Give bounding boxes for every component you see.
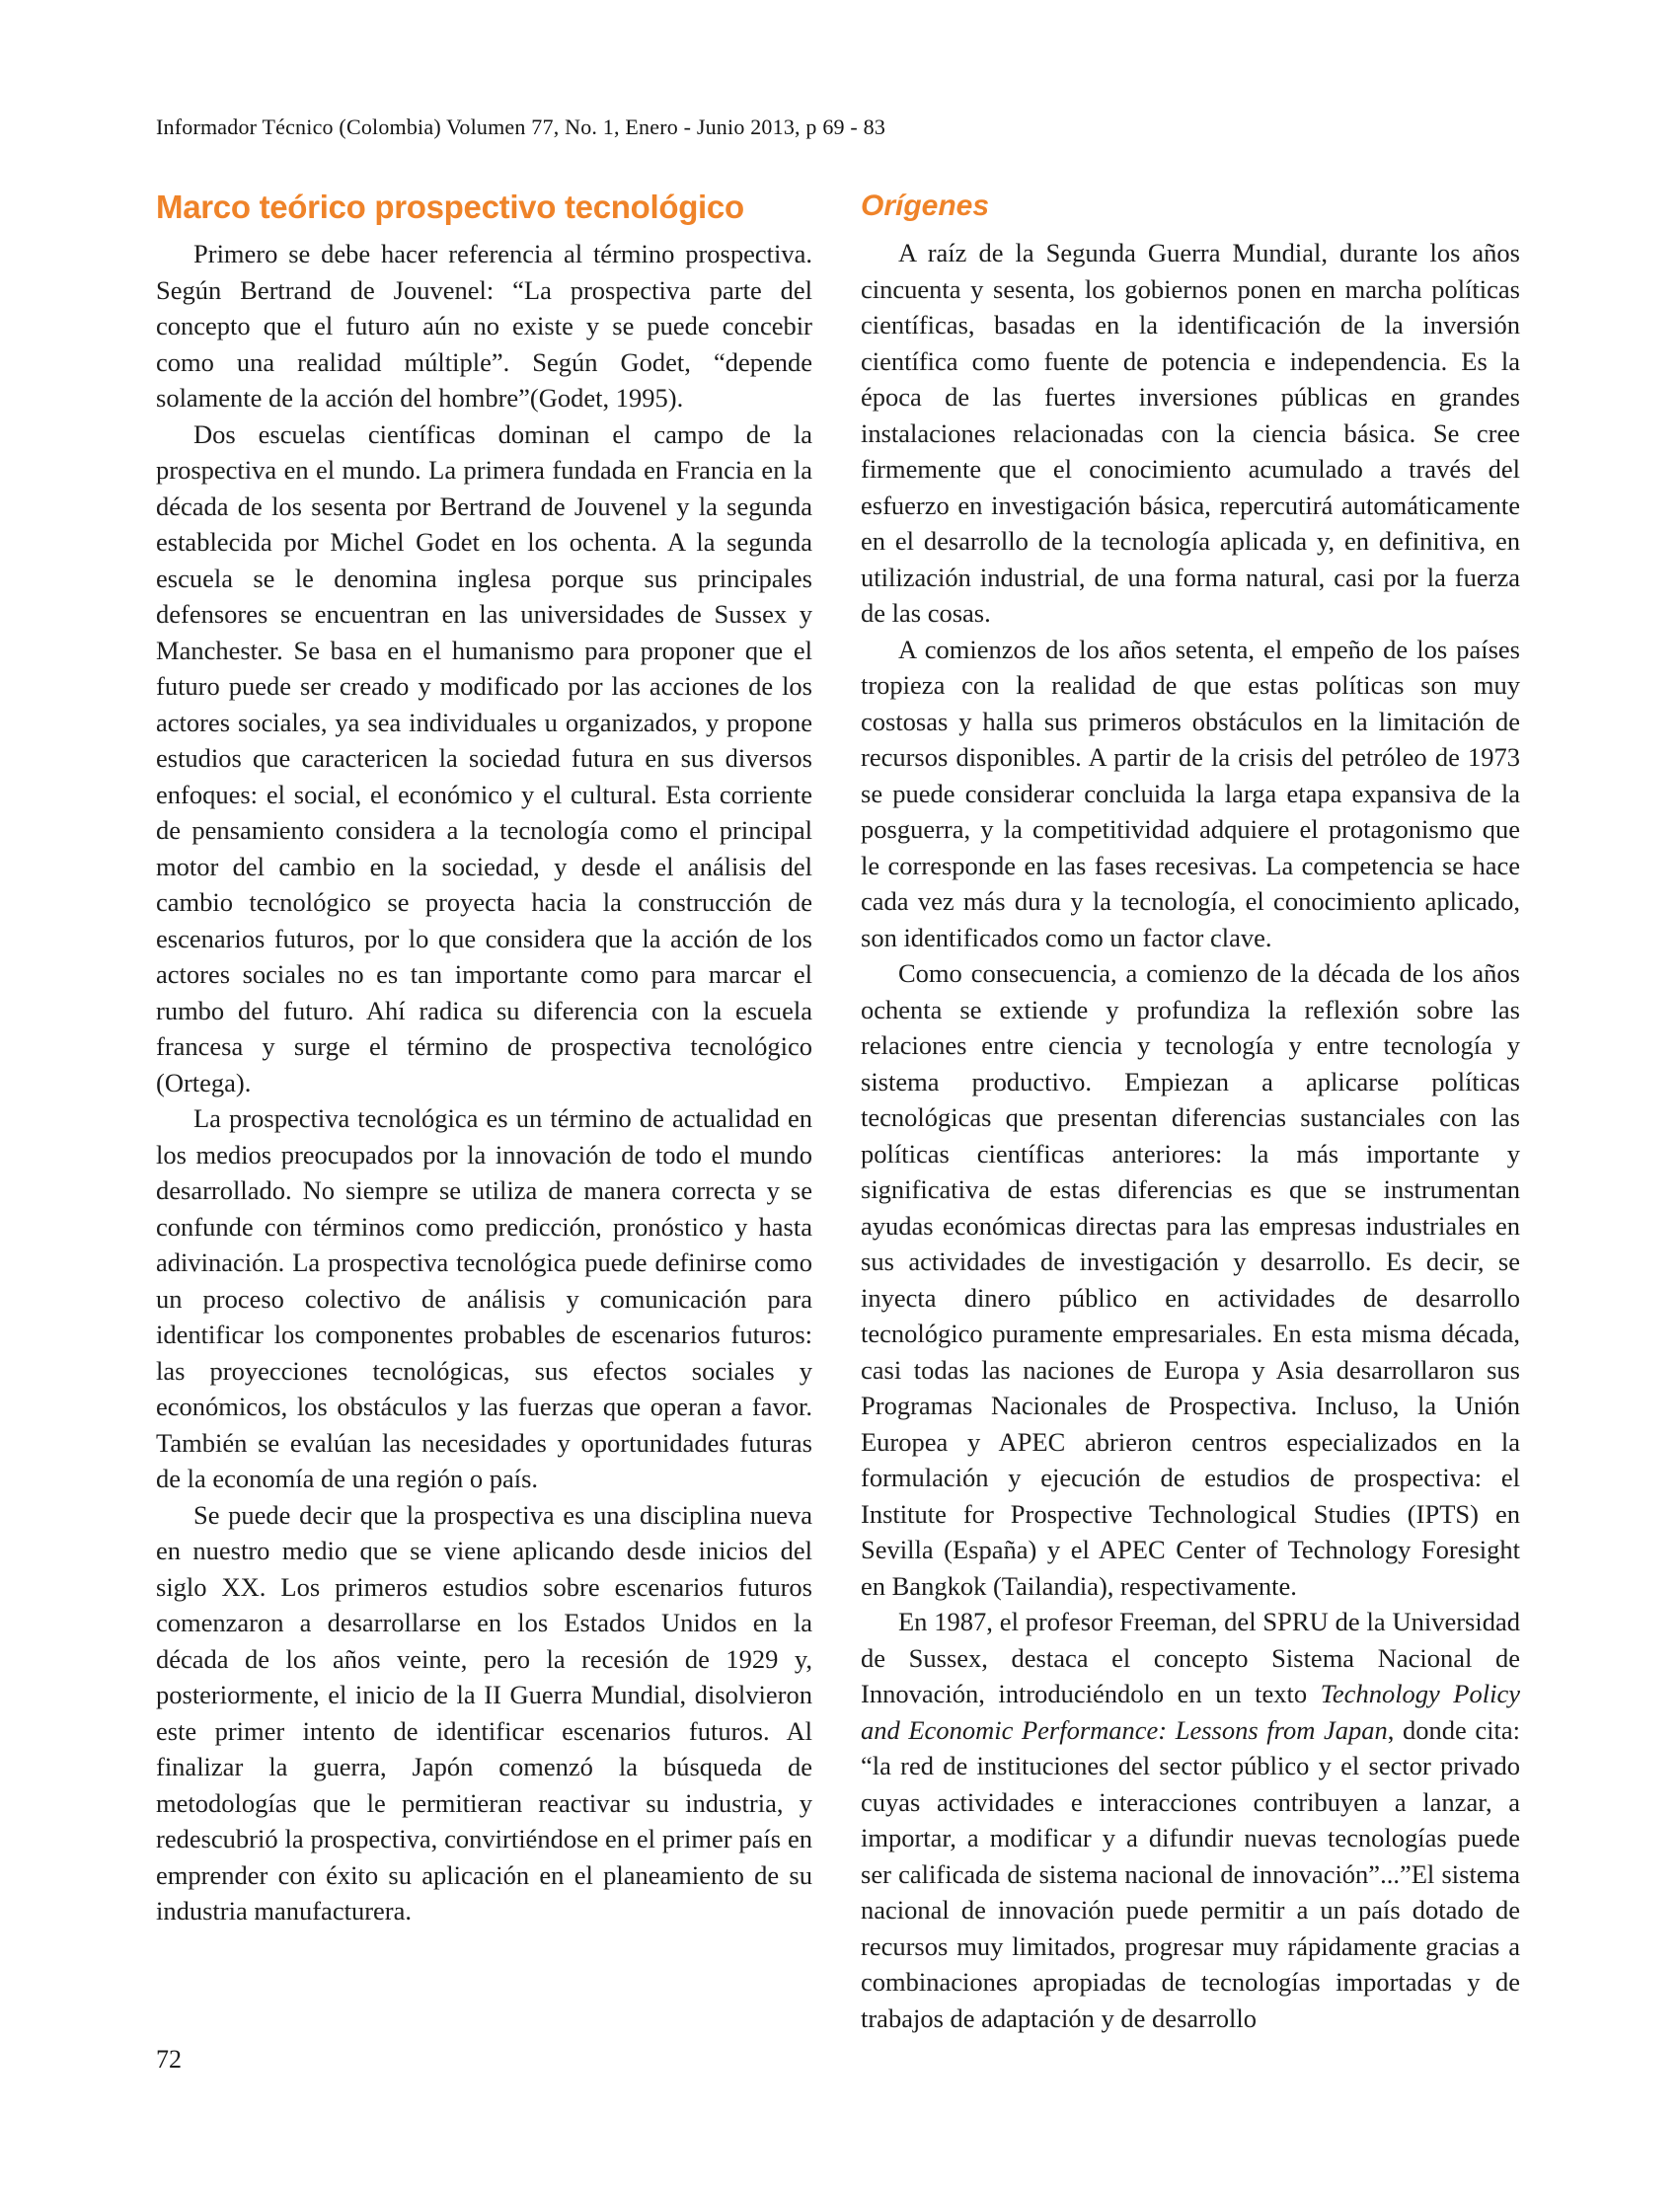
journal-running-header: Informador Técnico (Colombia) Volumen 77, No. 1, Enero - Junio 2013, p 69 - 83 [156, 114, 886, 139]
book-title-italic: Technology Policy and Economic Performance: Lessons from Japan [861, 1679, 1520, 1745]
paragraph: La prospectiva tecnológica es un término de actualidad en los medios preocupados por la innovación de todo el mundo desarrollado. No siempre se utiliza de manera correcta y se confunde con términos como predicción, pronóstico y hasta adivinación. La prospectiva tecnológica puede definirse como un proceso colectivo de análisis y comunicación para identificar los componentes probables de escenarios futuros: las proyecciones tecnológicas, sus efectos sociales y económicos, los obstáculos y las fuerzas que operan a favor. También se evalúan las necesidades y oportunidades futuras de la economía de una región o país. [156, 1103, 812, 1493]
paragraph: A raíz de la Segunda Guerra Mundial, durante los años cincuenta y sesenta, los gobiernos ponen en marcha políticas científicas, basadas en la identificación de la inversión científica como fuente de potencia e independencia. Es la época de las fuertes inversiones públicas en grandes instalaciones relacionadas con la ciencia básica. Se cree firmemente que el conocimiento acumulado a través del esfuerzo en investigación básica, repercutirá automáticamente en el desarrollo de la tecnología aplicada y, en definitiva, en utilización industrial, de una forma natural, casi por la fuerza de las cosas. [861, 238, 1520, 628]
page-number: 72 [156, 2045, 182, 2074]
paragraph: Como consecuencia, a comienzo de la década de los años ochenta se extiende y profundiza la reflexión sobre las relaciones entre ciencia y tecnología y entre tecnología y sistema productivo. Empiezan a aplicarse políticas tecnológicas que presentan diferencias sustanciales con las políticas científicas anteriores: la más importante y significativa de estas diferencias es que se instrumentan ayudas económicas directas para las empresas industriales en sus actividades de investigación y desarrollo. Es decir, se inyecta dinero público en actividades de desarrollo tecnológico puramente empresariales. En esta misma década, casi todas las naciones de Europa y Asia desarrollaron sus Programas Nacionales de Prospectiva. Incluso, la Unión Europea y APEC abrieron centros especializados en la formulación y ejecución de estudios de prospectiva: el Institute for Prospective Technological Studies (IPTS) en Sevilla (España) y el APEC Center of Technology Foresight en Bangkok (Tailandia), respectivamente. [861, 958, 1520, 1601]
paragraph [861, 1604, 1520, 2036]
paragraph-text-before-title: En 1987, el profesor Freeman, del SPRU de la Universidad de Sussex, destaca el concepto Sistema Nacional de Innovación, introduciéndolo en un texto [861, 1607, 1520, 1708]
paragraph: Primero se debe hacer referencia al término prospectiva. Según Bertrand de Jouvenel: “La prospectiva parte del concepto que el futuro aún no existe y se puede concebir como una realidad múltiple”. Según Godet, “depende solamente de la acción del hombre”(Godet, 1995). [156, 239, 812, 413]
paragraph: A comienzos de los años setenta, el empeño de los países tropieza con la realidad de que estas políticas son muy costosas y halla sus primeros obstáculos en la limitación de recursos disponibles. A partir de la crisis del petróleo de 1973 se puede considerar concluida la larga etapa expansiva de la posguerra, y la competitividad adquiere el protagonismo que le corresponde en las fases recesivas. La competencia se hace cada vez más dura y la tecnología, el conocimiento aplicado, son identificados como un factor clave. [861, 634, 1520, 952]
right-column [861, 188, 1520, 2036]
paragraph: Se puede decir que la prospectiva es una disciplina nueva en nuestro medio que se viene aplicando desde inicios del siglo XX. Los primeros estudios sobre escenarios futuros comenzaron a desarrollarse en los Estados Unidos en la década de los años veinte, pero la recesión de 1929 y, posteriormente, el inicio de la II Guerra Mundial, disolvieron este primer intento de identificar escenarios futuros. Al finalizar la guerra, Japón comenzó la búsqueda de metodologías que le permitieran reactivar su industria, y redescubrió la prospectiva, convirtiéndose en el primer país en emprender con éxito su aplicación en el planeamiento de su industria manufacturera. [156, 1499, 812, 1926]
paragraph: Dos escuelas científicas dominan el campo de la prospectiva en el mundo. La primera fundada en Francia en la década de los sesenta por Bertrand de Jouvenel y la segunda establecida por Michel Godet en los ochenta. A la segunda escuela se le denomina inglesa porque sus principales defensores se encuentran en las universidades de Sussex y Manchester. Se basa en el humanismo para proponer que el futuro puede ser creado y modificado por las acciones de los actores sociales, ya sea individuales u organizados, y propone estudios que caractericen la sociedad futura en sus diversos enfoques: el social, el económico y el cultural. Esta corriente de pensamiento considera a la tecnología como el principal motor del cambio en la sociedad, y desde el análisis del cambio tecnológico se proyecta hacia la construcción de escenarios futuros, por lo que considera que la acción de los actores sociales no es tan importante como para marcar el rumbo del futuro. Ahí radica su diferencia con la escuela francesa y surge el término de prospectiva tecnológico (Ortega). [156, 418, 812, 1097]
subsection-title-origenes: Orígenes [861, 189, 990, 222]
left-column [156, 188, 812, 1929]
section-title-marco-teorico: Marco teórico prospectivo tecnológico [156, 189, 744, 225]
paragraph-text-after-title: , donde cita: “la red de instituciones del sector público y el sector privado cuyas actividades e interacciones contribuyen a lanzar, a importar, a modificar y a difundir nuevas tecnologías puede ser calificada de sistema nacional de innovación”...”El sistema nacional de innovación puede permitir a un país dotado de recursos muy limitados, progresar muy rápidamente gracias a combinaciones apropiadas de tecnologías importadas y de trabajos de adaptación y de desarrollo [861, 1714, 1521, 2033]
